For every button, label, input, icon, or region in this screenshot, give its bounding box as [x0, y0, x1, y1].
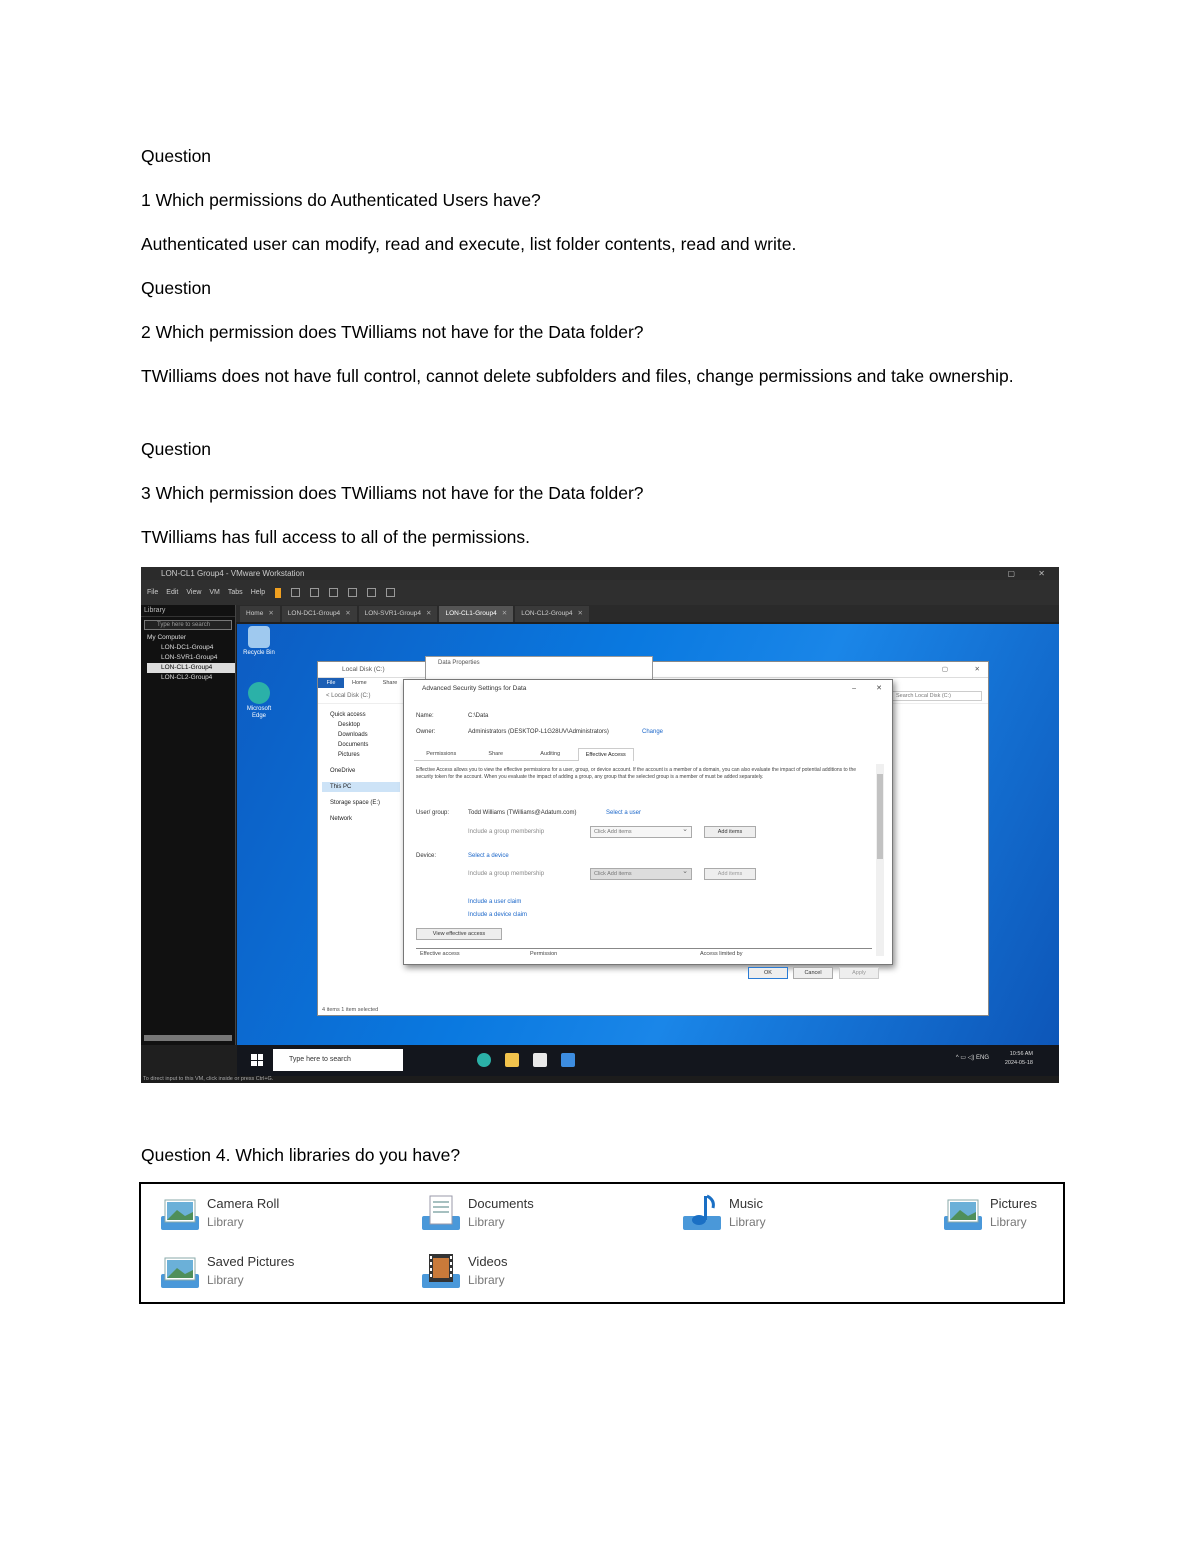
- vm-tree: [141, 633, 235, 683]
- q3-text: 3 Which permission does TWilliams not have for the Data folder?: [141, 483, 644, 503]
- recycle-bin-icon: [248, 626, 270, 648]
- restore-icon[interactable]: ▢: [1007, 569, 1015, 578]
- tab-label: LON-CL2-Group4: [521, 610, 573, 617]
- library-type: Library: [990, 1215, 1027, 1229]
- system-tray-icons[interactable]: ^ ▭ ◁) ENG: [955, 1055, 989, 1061]
- address-path: < Local Disk (C:): [326, 693, 371, 699]
- tree-vm[interactable]: LON-SVR1-Group4: [161, 654, 218, 661]
- edge-taskbar-icon[interactable]: [477, 1053, 491, 1067]
- pictures-library-icon: [157, 1252, 203, 1292]
- nav-onedrive[interactable]: OneDrive: [330, 768, 356, 774]
- ok-button[interactable]: OK: [748, 967, 788, 979]
- library-panel: [141, 605, 236, 1045]
- col-effective-access: Effective access: [420, 951, 460, 957]
- advanced-scrollbar[interactable]: [876, 764, 884, 956]
- q1-heading: Question: [141, 146, 212, 166]
- cancel-button[interactable]: Cancel: [793, 967, 833, 979]
- library-item[interactable]: [141, 1246, 371, 1296]
- music-library-icon: [679, 1194, 725, 1234]
- fullscreen-icon[interactable]: [348, 588, 357, 597]
- explorer-status-bar: 4 items 1 item selected: [322, 1007, 379, 1013]
- library-name: Camera Roll: [207, 1196, 280, 1211]
- console-icon[interactable]: [386, 588, 395, 597]
- library-type: Library: [468, 1273, 505, 1287]
- q3-answer: TWilliams has full access to all of the permissions.: [141, 527, 531, 547]
- pictures-library-icon: [157, 1194, 203, 1234]
- scroll-thumb[interactable]: [877, 774, 883, 859]
- library-label: Library: [141, 605, 235, 617]
- library-name: Saved Pictures: [207, 1254, 295, 1269]
- maximize-icon[interactable]: ▢: [941, 666, 948, 673]
- close-tab-icon[interactable]: ✕: [501, 610, 508, 617]
- name-value: C:\Data: [468, 713, 489, 719]
- edge-icon: [248, 682, 270, 704]
- library-type: Library: [207, 1215, 244, 1229]
- advanced-security-dialog: [403, 679, 893, 965]
- nav-desktop[interactable]: Desktop: [338, 722, 361, 728]
- nav-storage-space[interactable]: Storage space (E:): [330, 800, 381, 806]
- tab-effective-access[interactable]: Effective Access: [578, 748, 635, 761]
- user-group-value: Todd Williams (TWilliams@Adatum.com): [468, 810, 577, 816]
- desktop-icon-label: Microsoft Edge: [246, 706, 272, 719]
- vmware-status-bar: To direct input to this VM, click inside or press Ctrl+G.: [141, 1076, 1059, 1083]
- tree-vm[interactable]: LON-CL2-Group4: [161, 674, 213, 681]
- desktop-icon-label: Recycle Bin: [243, 650, 275, 656]
- close-tab-icon[interactable]: ✕: [268, 610, 274, 617]
- guest-desktop: [237, 624, 1059, 1045]
- library-name: Documents: [468, 1196, 534, 1211]
- clock-time: 10:56 AM: [1009, 1051, 1033, 1057]
- library-type: Library: [468, 1215, 505, 1229]
- device-label: Device:: [416, 853, 437, 859]
- guest-taskbar: [237, 1045, 1059, 1076]
- close-tab-icon[interactable]: ✕: [345, 610, 351, 617]
- results-header: [416, 948, 872, 958]
- library-name: Videos: [468, 1254, 508, 1269]
- ribbon-file-tab[interactable]: File: [318, 678, 344, 688]
- menu-view[interactable]: View: [186, 589, 202, 596]
- tab-share[interactable]: Share: [469, 748, 524, 761]
- q2-answer: TWilliams does not have full control, cannot delete subfolders and files, change permissions and take ownership.: [141, 366, 1014, 386]
- owner-label: Owner:: [416, 729, 436, 735]
- q4-text: Question 4. Which libraries do you have?: [141, 1145, 461, 1165]
- taskbar-clock[interactable]: [1005, 1050, 1033, 1068]
- library-item[interactable]: [924, 1188, 1154, 1238]
- snapshot-icon[interactable]: [291, 588, 300, 597]
- q2-text: 2 Which permission does TWilliams not have for the Data folder?: [141, 322, 644, 342]
- col-permission: Permission: [530, 951, 558, 957]
- change-owner-link[interactable]: Change: [642, 729, 664, 735]
- nav-network[interactable]: Network: [330, 816, 353, 822]
- nav-documents[interactable]: Documents: [338, 742, 369, 748]
- window-title: LON-CL1 Group4 - VMware Workstation: [161, 569, 305, 578]
- explorer-search-input[interactable]: Search Local Disk (C:): [892, 691, 982, 701]
- edge-desktop-icon[interactable]: [239, 682, 279, 720]
- explorer-title: Local Disk (C:): [342, 666, 385, 673]
- col-access-limited-by: Access limited by: [700, 951, 743, 957]
- close-icon[interactable]: ✕: [876, 685, 882, 692]
- library-item[interactable]: [663, 1188, 893, 1238]
- advanced-title: Advanced Security Settings for Data: [422, 685, 527, 692]
- q2-heading: Question: [141, 278, 212, 298]
- manager-icon[interactable]: [329, 588, 338, 597]
- ribbon-share-tab[interactable]: Share: [382, 680, 398, 686]
- name-label: Name:: [416, 713, 434, 719]
- minimize-icon[interactable]: –: [852, 685, 856, 692]
- include-device-claim-link[interactable]: Include a device claim: [468, 912, 528, 918]
- ribbon-home-tab[interactable]: Home: [352, 680, 367, 686]
- owner-value: Administrators (DESKTOP-L1G28UV\Administrators): [468, 729, 609, 735]
- tab-label: LON-DC1-Group4: [287, 610, 341, 617]
- mail-taskbar-icon[interactable]: [561, 1053, 575, 1067]
- explorer-nav-pane: [322, 710, 400, 824]
- nav-downloads[interactable]: Downloads: [338, 732, 368, 738]
- menu-file[interactable]: File: [147, 589, 159, 596]
- documents-library-icon: [418, 1194, 464, 1234]
- tree-vm[interactable]: LON-DC1-Group4: [161, 644, 214, 651]
- revert-icon[interactable]: [310, 588, 319, 597]
- select-device-link[interactable]: Select a device: [468, 853, 509, 859]
- tab-permissions[interactable]: Permissions: [414, 748, 469, 761]
- store-taskbar-icon[interactable]: [533, 1053, 547, 1067]
- include-group-label: Include a group membership: [468, 829, 545, 835]
- tab-label: LON-CL1-Group4: [445, 610, 497, 617]
- add-items-button-disabled[interactable]: Add items: [704, 868, 756, 880]
- recycle-bin-desktop-icon[interactable]: [239, 626, 279, 657]
- tab-auditing[interactable]: Auditing: [523, 748, 578, 761]
- q3-heading: Question: [141, 439, 212, 459]
- user-group-label: User/ group:: [416, 810, 450, 816]
- tab-vm[interactable]: [359, 606, 438, 622]
- menu-vm[interactable]: VM: [209, 589, 220, 596]
- tab-vm[interactable]: [282, 606, 357, 622]
- explorer-title-bar: [318, 662, 988, 678]
- q1-text: 1 Which permissions do Authenticated Users have?: [141, 190, 541, 210]
- q1-answer: Authenticated user can modify, read and execute, list folder contents, read and write.: [141, 234, 797, 254]
- advanced-title-bar: [404, 680, 892, 698]
- windows-start-icon[interactable]: [251, 1054, 263, 1066]
- library-search-input[interactable]: Type here to search: [144, 620, 232, 630]
- pause-icon[interactable]: [275, 588, 281, 598]
- library-type: Library: [207, 1273, 244, 1287]
- include-group-label: Include a group membership: [468, 871, 545, 877]
- tab-vm[interactable]: [515, 606, 589, 622]
- tree-vm-selected[interactable]: LON-CL1-Group4: [147, 663, 235, 673]
- library-item[interactable]: [141, 1188, 371, 1238]
- properties-title: Data Properties: [438, 660, 480, 666]
- tree-my-computer[interactable]: My Computer: [147, 634, 187, 641]
- close-icon[interactable]: ✕: [1038, 569, 1045, 578]
- tab-label: LON-SVR1-Group4: [364, 610, 421, 617]
- select-user-link[interactable]: Select a user: [606, 810, 642, 816]
- vmware-screenshot: [141, 567, 1059, 1083]
- vm-tab-strip: [236, 605, 1059, 622]
- clock-date: 2024-05-18: [1004, 1060, 1033, 1066]
- menu-help[interactable]: Help: [250, 589, 266, 596]
- nav-this-pc[interactable]: This PC: [322, 782, 400, 792]
- group-combo[interactable]: Click Add items ⌄: [590, 826, 692, 838]
- tab-label: Home: [246, 610, 264, 617]
- vmware-menu-bar: [141, 580, 1059, 605]
- advanced-tabs: [414, 748, 634, 761]
- pictures-library-icon: [940, 1194, 986, 1234]
- library-scrollbar[interactable]: [144, 1035, 232, 1041]
- library-name: Music: [729, 1196, 763, 1211]
- close-tab-icon[interactable]: ✕: [577, 610, 583, 617]
- view-effective-access-button[interactable]: View effective access: [416, 928, 502, 940]
- vmware-title-bar: [141, 567, 1059, 580]
- close-icon[interactable]: ✕: [974, 666, 980, 673]
- nav-pictures[interactable]: Pictures: [338, 752, 360, 758]
- effective-access-description: Effective Access allows you to view the effective permissions for a user, group, or device account. If the account is a member of a domain, you can also evaluate the impact of potential additions to the security token for the account. When you evaluate the impact of adding a group, any group that the selected group is a member of must be added separately.: [416, 767, 857, 780]
- nav-quick-access[interactable]: Quick access: [330, 712, 366, 718]
- add-items-button[interactable]: Add items: [704, 826, 756, 838]
- videos-library-icon: [418, 1252, 464, 1292]
- library-type: Library: [729, 1215, 766, 1229]
- taskbar-search-input[interactable]: Type here to search: [273, 1049, 403, 1071]
- unity-icon[interactable]: [367, 588, 376, 597]
- tab-home[interactable]: [240, 606, 280, 622]
- apply-button[interactable]: Apply: [839, 967, 879, 979]
- library-item[interactable]: [402, 1246, 632, 1296]
- library-item[interactable]: [402, 1188, 632, 1238]
- device-group-combo[interactable]: Click Add items ⌄: [590, 868, 692, 880]
- close-tab-icon[interactable]: ✕: [426, 610, 432, 617]
- include-user-claim-link[interactable]: Include a user claim: [468, 899, 522, 905]
- menu-edit[interactable]: Edit: [166, 589, 179, 596]
- library-name: Pictures: [990, 1196, 1037, 1211]
- file-explorer-taskbar-icon[interactable]: [505, 1053, 519, 1067]
- libraries-box: [139, 1182, 1065, 1304]
- menu-tabs[interactable]: Tabs: [227, 589, 243, 596]
- tab-vm-active[interactable]: [439, 606, 513, 622]
